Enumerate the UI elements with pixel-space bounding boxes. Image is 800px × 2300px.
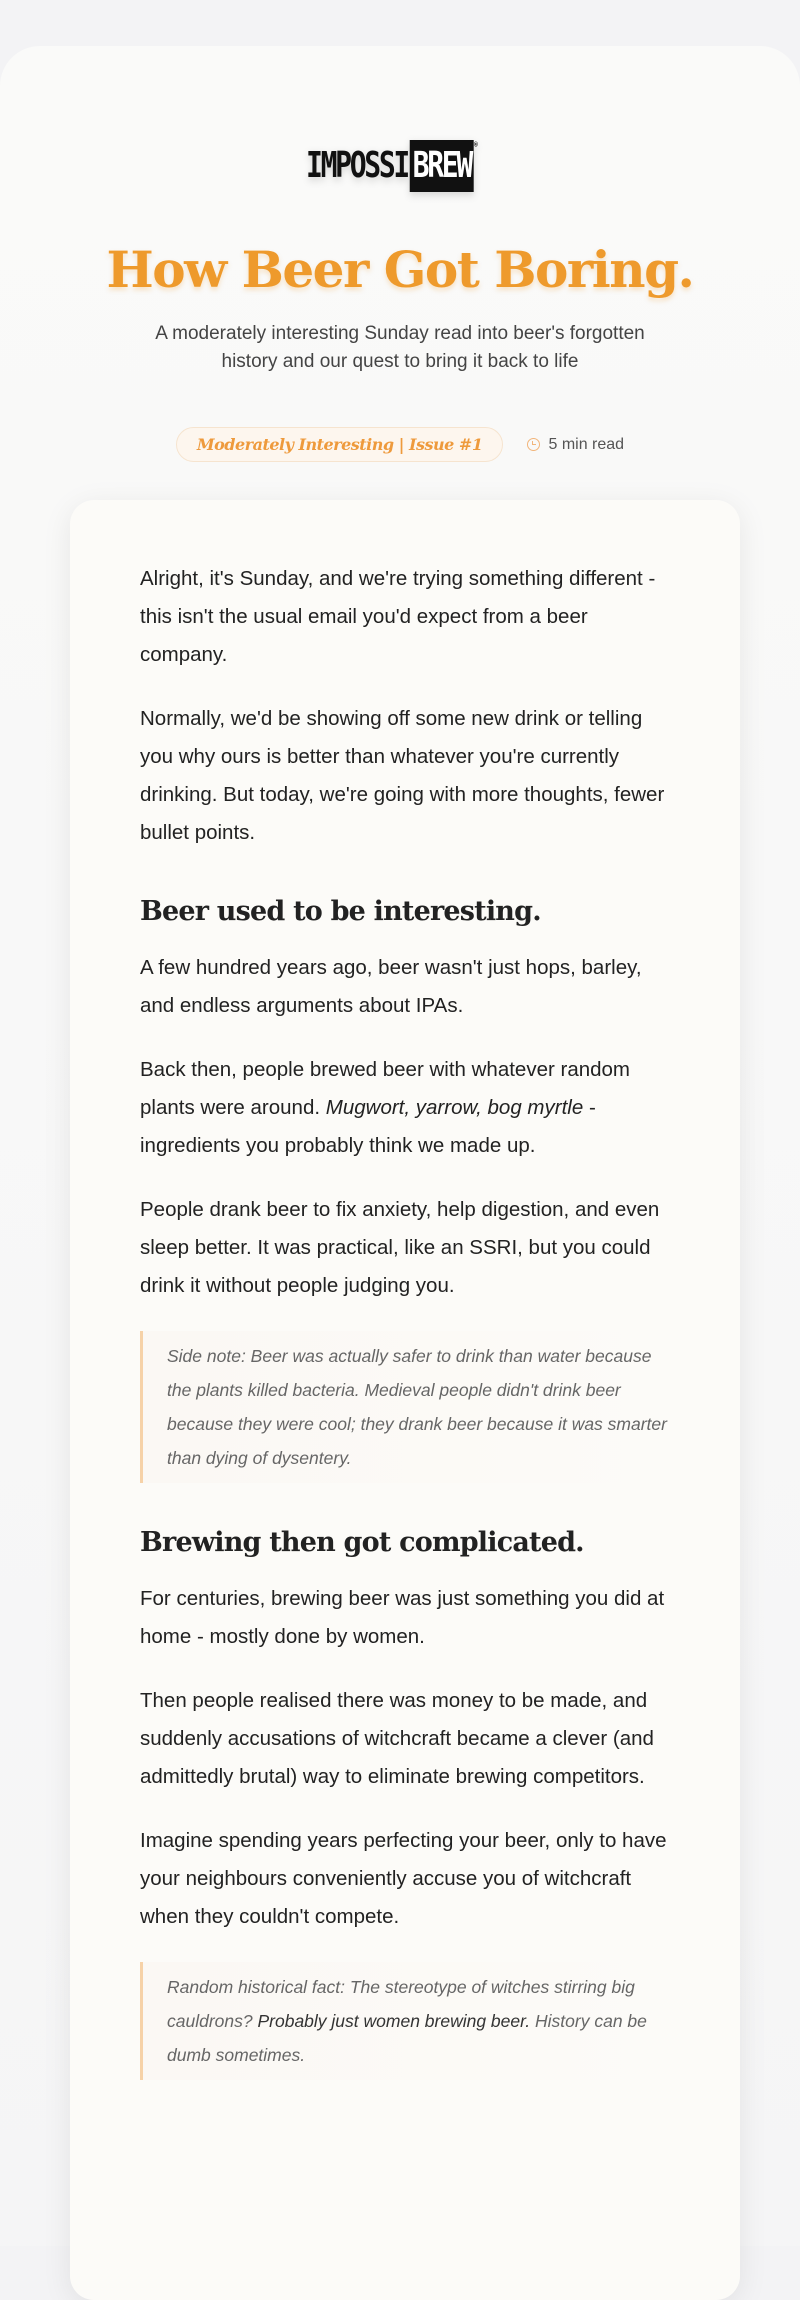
emphasis-ingredients: Mugwort, yarrow, bog myrtle xyxy=(325,1096,584,1119)
article-card xyxy=(70,500,740,2300)
text: - ingredients you probably think we made up. xyxy=(140,1096,596,1157)
text: History can be dumb sometimes. xyxy=(167,2011,647,2065)
paragraph: A few hundred years ago, beer wasn't just hops, barley, and endless arguments about IPAs. xyxy=(140,956,642,1017)
logo-text-impossi: IMPOSSI xyxy=(306,145,408,186)
historical-fact-quote xyxy=(140,1962,670,2080)
clock-icon xyxy=(527,438,540,451)
intro-paragraph: Normally, we'd be showing off some new drink or telling you why ours is better than whatever you're currently drinking. But today, we're going with more thoughts, fewer bullet points. xyxy=(140,707,665,844)
registered-mark: ® xyxy=(474,140,478,149)
logo-text-brew: BREW xyxy=(410,140,475,192)
paragraph: Then people realised there was money to be made, and suddenly accusations of witchcraft became a clever (and admittedly brutal) way to eliminate brewing competitors. xyxy=(140,1689,654,1788)
text: Random historical fact: The stereotype of witches stirring big cauldrons? xyxy=(167,1977,635,2031)
quote-highlight: Probably just women brewing beer. xyxy=(257,2011,531,2031)
page-subtitle: A moderately interesting Sunday read into beer's forgotten history and our quest to bring it back to life xyxy=(155,323,645,372)
read-time-label: 5 min read xyxy=(548,435,625,453)
paragraph: People drank beer to fix anxiety, help digestion, and even sleep better. It was practical, like an SSRI, but you could drink it without people judging you. xyxy=(140,1198,660,1297)
paragraph xyxy=(140,1051,670,1165)
impossibrew-logo xyxy=(306,140,478,192)
series-badge: Moderately Interesting | Issue #1 xyxy=(176,427,504,462)
text: Back then, people brewed beer with whatever random plants were around. xyxy=(140,1058,631,1119)
read-time xyxy=(527,436,624,454)
paragraph: For centuries, brewing beer was just something you did at home - mostly done by women. xyxy=(140,1587,665,1648)
intro-paragraph: Alright, it's Sunday, and we're trying something different - this isn't the usual email you'd expect from a beer company. xyxy=(140,567,656,666)
article-meta xyxy=(0,427,800,462)
section-heading: Brewing then got complicated. xyxy=(140,1527,584,1558)
page-title: How Beer Got Boring. xyxy=(106,240,694,299)
side-note-quote: Side note: Beer was actually safer to drink than water because the plants killed bacteria. Medieval people didn't drink beer because they were cool; they drank beer because it was smarter than dying of dysentery. xyxy=(140,1331,670,1483)
section-heading: Beer used to be interesting. xyxy=(140,896,541,927)
paragraph: Imagine spending years perfecting your beer, only to have your neighbours conveniently accuse you of witchcraft when they couldn't compete. xyxy=(140,1829,667,1928)
